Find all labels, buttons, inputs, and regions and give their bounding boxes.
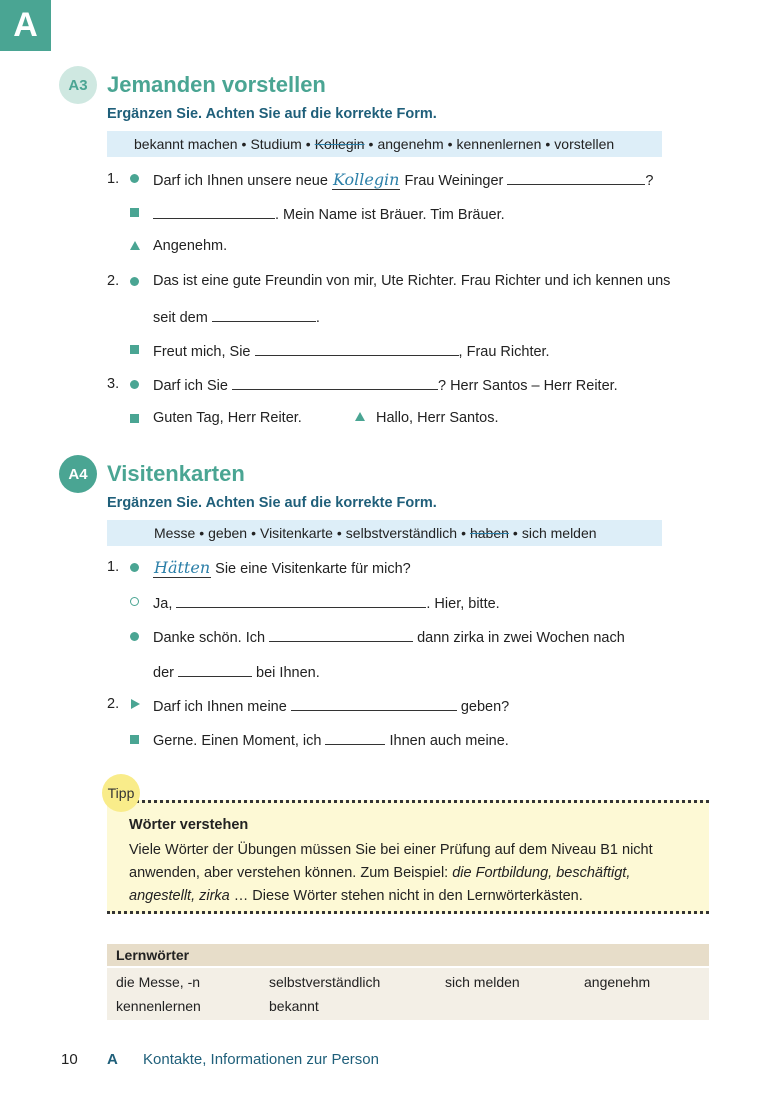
blank-line[interactable] <box>232 375 438 390</box>
speaker-play-icon <box>131 699 140 709</box>
blank-line[interactable] <box>178 662 252 677</box>
speaker-square-icon <box>130 208 139 217</box>
blank-line[interactable] <box>291 696 457 711</box>
word-separator: • <box>447 136 453 152</box>
word-separator: • <box>461 525 466 541</box>
blank-line[interactable] <box>325 730 385 745</box>
word-item: selbstverständlich <box>345 525 458 541</box>
speaker-dot-icon <box>130 563 139 572</box>
page-number: 10 <box>61 1051 78 1068</box>
vocab-word: selbstverständlich <box>269 974 381 990</box>
speaker-square-icon <box>130 345 139 354</box>
speaker-triangle-icon <box>355 412 365 421</box>
vocab-word: bekannt <box>269 998 319 1014</box>
word-separator: • <box>545 136 551 152</box>
word-separator: • <box>336 525 342 541</box>
word-separator: • <box>251 525 256 541</box>
tip-box <box>107 800 709 914</box>
word-item: sich melden <box>521 525 597 541</box>
speaker-dot-icon <box>130 277 139 286</box>
blank-line[interactable] <box>269 627 413 642</box>
handwritten-answer: Kollegin <box>332 170 400 189</box>
exercise-badge-a3: A3 <box>59 66 97 104</box>
exercise-title-a3: Jemanden vorstellen <box>107 72 326 97</box>
word-box-a4 <box>107 520 662 546</box>
dialogue-line: Darf ich Sie ? Herr Santos – Herr Reiter. <box>153 375 618 394</box>
word-item: Messe <box>154 525 196 541</box>
dialogue-line: . Mein Name ist Bräuer. Tim Bräuer. <box>153 204 505 223</box>
dialogue-line: Danke schön. Ich dann zirka in zwei Wochen nach <box>153 627 625 646</box>
word-box-a3 <box>107 131 662 157</box>
dialogue-line: Das ist eine gute Freundin von mir, Ute Richter. Frau Richter und ich kennen uns <box>153 273 671 289</box>
vocab-box-title: Lernwörter <box>107 944 709 966</box>
word-separator: • <box>305 136 311 152</box>
word-separator: • <box>368 136 374 152</box>
word-item: angenehm <box>377 136 444 152</box>
word-separator: • <box>512 525 518 541</box>
dialogue-line: Gerne. Einen Moment, ich Ihnen auch meine. <box>153 730 509 749</box>
word-item: bekannt machen <box>134 136 238 152</box>
dialogue-line: Ja, . Hier, bitte. <box>153 593 500 612</box>
word-item: vorstellen <box>554 136 615 152</box>
word-item: kennenlernen <box>456 136 542 152</box>
item-number: 1. <box>107 559 120 575</box>
blank-line[interactable] <box>153 204 275 219</box>
dialogue-line: Angenehm. <box>153 238 228 254</box>
footer-chapter: A <box>107 1051 118 1068</box>
tip-body: Viele Wörter der Übungen müssen Sie bei einer Prüfung auf dem Niveau B1 nicht anwenden, aber verstehen können. Zum Beispiel: die Fortbildung, beschäftigt, angestellt, zirka … Diese Wörter stehen nicht in den Lernwörterkästen. <box>129 842 653 904</box>
exercise-instruction-a4: Ergänzen Sie. Achten Sie auf die korrekte Form. <box>107 495 437 511</box>
speaker-square-icon <box>130 414 139 423</box>
word-item-crossed: haben <box>469 525 509 541</box>
blank-line[interactable] <box>255 341 459 356</box>
exercise-title-a4: Visitenkarten <box>107 461 245 486</box>
dialogue-line: Hätten Sie eine Visitenkarte für mich? <box>154 558 411 577</box>
dialogue-line: Hallo, Herr Santos. <box>376 410 499 426</box>
footer-title: Kontakte, Informationen zur Person <box>143 1051 379 1068</box>
exercise-instruction-a3: Ergänzen Sie. Achten Sie auf die korrekte Form. <box>107 106 437 122</box>
blank-line[interactable] <box>507 170 645 185</box>
tip-badge: Tipp <box>102 774 140 812</box>
vocab-word: sich melden <box>445 974 520 990</box>
speaker-dot-icon <box>130 632 139 641</box>
blank-line[interactable] <box>212 307 316 322</box>
speaker-circle-icon <box>130 597 139 606</box>
handwritten-answer: Hätten <box>154 558 211 577</box>
vocab-word: kennenlernen <box>116 998 201 1014</box>
chapter-tab: A <box>0 0 51 51</box>
speaker-triangle-icon <box>130 241 140 250</box>
vocab-word: die Messe, -n <box>116 974 201 990</box>
dialogue-line: seit dem . <box>153 307 320 326</box>
word-separator: • <box>199 525 205 541</box>
word-item: Studium <box>250 136 302 152</box>
item-number: 3. <box>107 376 120 392</box>
speaker-dot-icon <box>130 174 139 183</box>
blank-line[interactable] <box>176 593 426 608</box>
speaker-dot-icon <box>130 380 139 389</box>
speaker-square-icon <box>130 735 139 744</box>
dialogue-line: der bei Ihnen. <box>153 662 320 681</box>
vocab-box <box>107 968 709 1020</box>
dialogue-line: Darf ich Ihnen unsere neue Kollegin Frau Weininger ? <box>153 170 654 189</box>
item-number: 1. <box>107 171 120 187</box>
tip-title: Wörter verstehen <box>129 817 249 833</box>
word-item: Visitenkarte <box>259 525 333 541</box>
word-separator: • <box>241 136 247 152</box>
word-item: geben <box>208 525 248 541</box>
word-item-crossed: Kollegin <box>314 136 365 152</box>
vocab-word: angenehm <box>584 974 651 990</box>
item-number: 2. <box>107 273 120 289</box>
dialogue-line: Freut mich, Sie , Frau Richter. <box>153 341 550 360</box>
item-number: 2. <box>107 696 120 712</box>
dialogue-line: Guten Tag, Herr Reiter. <box>153 410 302 426</box>
dialogue-line: Darf ich Ihnen meine geben? <box>153 696 509 715</box>
exercise-badge-a4: A4 <box>59 455 97 493</box>
